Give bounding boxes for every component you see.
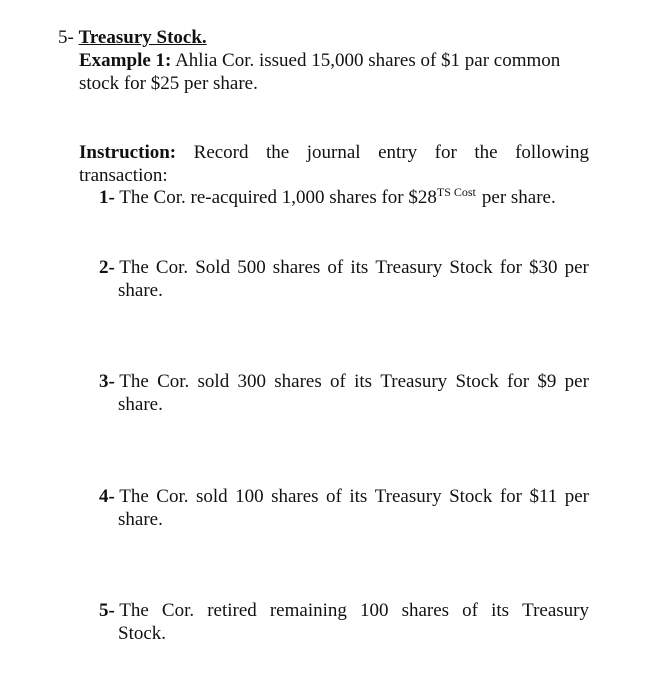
example-text-line-2: stock for $25 per share. — [79, 73, 258, 94]
example-text-line-1: Ahlia Cor. issued 15,000 shares of $1 par common — [175, 50, 561, 71]
transaction-line-2: share. — [118, 394, 163, 415]
transaction-word: its — [491, 600, 510, 621]
transaction-word: of — [327, 257, 344, 278]
section-number: 5- — [58, 27, 74, 48]
transaction-word: 300 — [237, 371, 266, 392]
transaction-word: $9 — [537, 371, 557, 392]
transaction-line-1 — [99, 485, 589, 508]
transaction-word: its — [350, 257, 369, 278]
transaction-word: per — [564, 257, 589, 278]
transaction-word: shares — [271, 486, 319, 507]
instruction-word: for — [434, 142, 457, 163]
transaction-word: Cor. — [156, 486, 189, 507]
example-block — [79, 49, 589, 95]
instruction-word: journal — [306, 142, 361, 163]
instruction-word: the — [266, 142, 290, 163]
transaction-word: for — [506, 371, 530, 392]
transaction-word: shares — [272, 257, 321, 278]
transaction-line-1 — [99, 370, 589, 393]
transaction-word: retired — [207, 600, 257, 621]
transaction-word: shares — [401, 600, 450, 621]
transaction-4 — [99, 485, 589, 531]
transaction-word: 100 — [235, 486, 264, 507]
example-line-1 — [79, 49, 589, 72]
transaction-word: of — [330, 371, 346, 392]
transaction-5 — [99, 599, 589, 645]
transaction-word: Stock — [455, 371, 499, 392]
transaction-word: Cor. — [157, 371, 190, 392]
transaction-word: 2- The — [99, 257, 149, 278]
transaction-word: its — [349, 486, 368, 507]
transaction-word: shares — [274, 371, 322, 392]
instruction-word: entry — [378, 142, 418, 163]
transaction-word: for — [499, 486, 522, 507]
instruction-word: the — [474, 142, 498, 163]
transaction-word: 100 — [359, 600, 389, 621]
transaction-word: sold — [197, 371, 230, 392]
ts-cost-superscript: TS Cost — [436, 185, 476, 199]
transaction-word: remaining — [269, 600, 347, 621]
transaction-word: Stock — [449, 486, 493, 507]
transaction-line-2: share. — [118, 509, 163, 530]
transaction-word: Stock — [449, 257, 493, 278]
instruction-word: following — [515, 142, 589, 163]
transaction-word: of — [326, 486, 342, 507]
transaction-word: for — [499, 257, 522, 278]
transaction-line-1 — [99, 256, 589, 279]
transaction-3 — [99, 370, 589, 416]
instruction-line-2: transaction: — [79, 165, 168, 186]
instruction-line-1 — [79, 141, 589, 164]
instruction-word: Record — [193, 142, 249, 163]
transaction-word: 500 — [237, 257, 266, 278]
transaction-word: Treasury — [380, 371, 448, 392]
transaction-word: per — [564, 486, 589, 507]
transaction-word: $30 — [529, 257, 558, 278]
transaction-word: Treasury — [375, 257, 443, 278]
transaction-number: 1- — [99, 187, 115, 208]
transaction-word: 5- The — [99, 600, 149, 621]
transaction-word: its — [354, 371, 373, 392]
transaction-text-end: per share. — [481, 187, 556, 208]
transaction-word: 3- The — [99, 371, 149, 392]
transaction-2 — [99, 256, 589, 302]
transaction-word: $11 — [529, 486, 558, 507]
section-title: Treasury Stock. — [78, 27, 207, 48]
transaction-word: sold — [195, 486, 228, 507]
transaction-line-2: share. — [118, 280, 163, 301]
transaction-line-1 — [99, 599, 589, 622]
transaction-word: Cor. — [155, 257, 189, 278]
instruction-block — [79, 141, 589, 187]
transaction-word: 4- The — [99, 486, 149, 507]
example-label: Example 1: — [79, 50, 172, 71]
section-heading — [58, 26, 207, 49]
transaction-word: per — [564, 371, 589, 392]
transaction-line-2: Stock. — [118, 623, 167, 644]
instruction-label: Instruction: — [79, 142, 177, 163]
transaction-word: Cor. — [161, 600, 195, 621]
transaction-text: The Cor. re-acquired 1,000 shares for $28 — [119, 187, 437, 208]
transaction-word: Sold — [195, 257, 231, 278]
transaction-word: of — [462, 600, 478, 621]
transaction-word: Treasury — [374, 486, 442, 507]
transaction-word: Treasury — [522, 600, 589, 621]
transaction-1 — [99, 186, 556, 209]
